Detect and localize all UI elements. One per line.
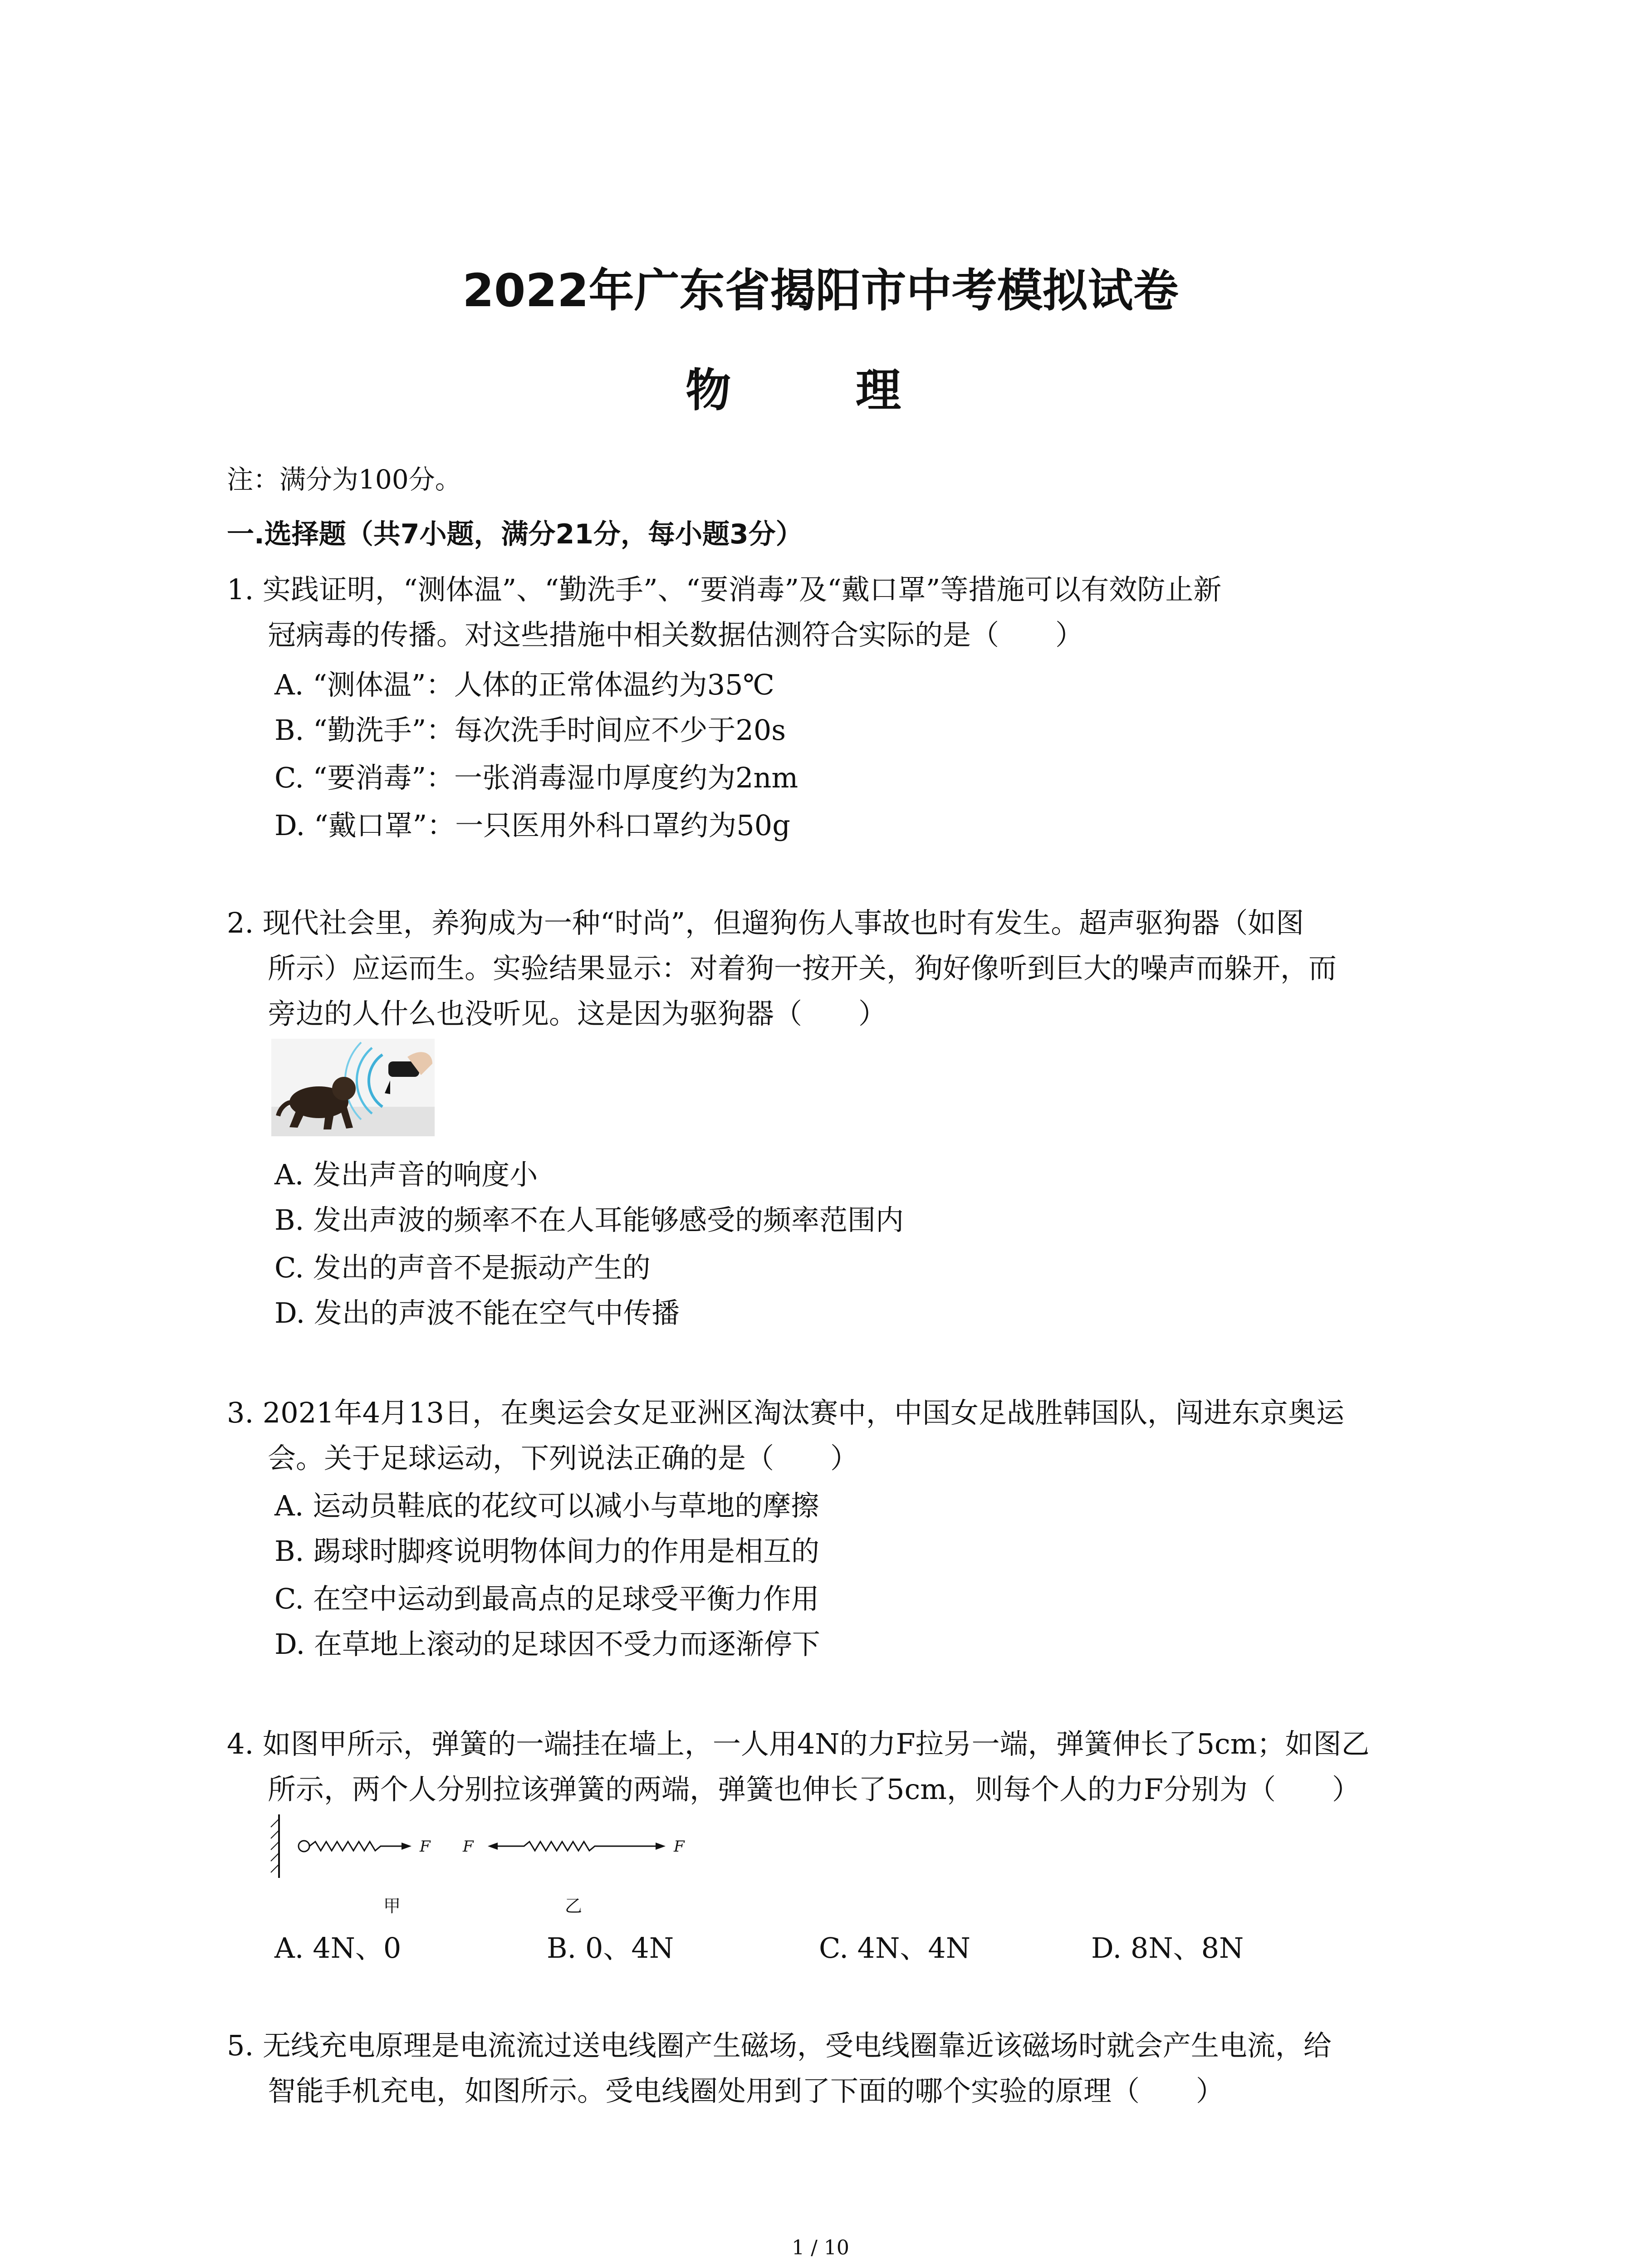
- question-2-line-3: 旁边的人什么也没听见。这是因为驱狗器（ ）: [268, 997, 887, 1030]
- question-3-line-1: 3. 2021年4月13日，在奥运会女足亚洲区淘汰赛中，中国女足战胜韩国队，闯进东京奥运: [227, 1396, 1344, 1429]
- dog-repeller-image: [271, 1039, 435, 1136]
- page-number: 1 / 10: [792, 2236, 849, 2259]
- question-1-option-c: C. “要消毒”：一张消毒湿巾厚度约为2nm: [274, 761, 798, 794]
- exam-title: 2022年广东省揭阳市中考模拟试卷: [462, 264, 1179, 317]
- question-4-line-2: 所示，两个人分别拉该弹簧的两端，弹簧也伸长了5cm，则每个人的力F分别为（ ）: [268, 1773, 1360, 1806]
- question-4-line-1: 4. 如图甲所示，弹簧的一端挂在墙上，一人用4N的力F拉另一端，弹簧伸长了5cm；如图乙: [227, 1727, 1370, 1760]
- question-1-line-2: 冠病毒的传播。对这些措施中相关数据估测符合实际的是（ ）: [268, 618, 1084, 651]
- question-2-option-c: C. 发出的声音不是振动产生的: [274, 1251, 651, 1284]
- question-2-line-1: 2. 现代社会里，养狗成为一种“时尚”，但遛狗伤人事故也时有发生。超声驱狗器（如图: [227, 906, 1304, 939]
- spring-figure: [270, 1810, 724, 1919]
- question-4-option-c: C. 4N、4N: [819, 1931, 971, 1965]
- figure-a-force-label: F: [420, 1838, 431, 1856]
- question-5-line-1: 5. 无线充电原理是电流流过送电线圈产生磁场，受电线圈靠近该磁场时就会产生电流，给: [227, 2029, 1332, 2062]
- question-3-option-c: C. 在空中运动到最高点的足球受平衡力作用: [274, 1582, 819, 1615]
- section-heading: 一.选择题（共7小题，满分21分，每小题3分）: [227, 518, 803, 550]
- figure-b-right-force-label: F: [674, 1838, 685, 1856]
- question-4-option-d: D. 8N、8N: [1091, 1931, 1244, 1965]
- question-5-line-2: 智能手机充电，如图所示。受电线圈处用到了下面的哪个实验的原理（ ）: [268, 2074, 1225, 2107]
- question-1-line-1: 1. 实践证明，“测体温”、“勤洗手”、“要消毒”及“戴口罩”等措施可以有效防止新: [227, 573, 1222, 606]
- question-1-option-b: B. “勤洗手”：每次洗手时间应不少于20s: [274, 714, 786, 747]
- question-2-option-d: D. 发出的声波不能在空气中传播: [274, 1296, 680, 1330]
- figure-label-b: 乙: [565, 1896, 583, 1916]
- question-3-option-b: B. 踢球时脚疼说明物体间力的作用是相互的: [274, 1535, 819, 1568]
- question-4-option-b: B. 0、4N: [547, 1931, 674, 1965]
- question-1-option-d: D. “戴口罩”：一只医用外科口罩约为50g: [274, 809, 790, 842]
- score-note: 注：满分为100分。: [227, 464, 461, 495]
- question-2-option-a: A. 发出声音的响度小: [274, 1158, 538, 1191]
- question-3-option-d: D. 在草地上滚动的足球因不受力而逐渐停下: [274, 1628, 820, 1661]
- question-4-option-a: A. 4N、0: [274, 1931, 402, 1965]
- question-3-line-2: 会。关于足球运动，下列说法正确的是（ ）: [268, 1442, 859, 1475]
- figure-b-left-force-label: F: [463, 1838, 474, 1856]
- question-3-option-a: A. 运动员鞋底的花纹可以减小与草地的摩擦: [274, 1489, 819, 1522]
- question-2-option-b: B. 发出声波的频率不在人耳能够感受的频率范围内: [274, 1203, 904, 1237]
- figure-label-a: 甲: [383, 1896, 401, 1916]
- question-1-option-a: A. “测体温”：人体的正常体温约为35℃: [274, 668, 774, 701]
- subject-title: 物 理: [686, 364, 955, 417]
- question-2-line-2: 所示）应运而生。实验结果显示：对着狗一按开关，狗好像听到巨大的噪声而躲开，而: [268, 952, 1337, 985]
